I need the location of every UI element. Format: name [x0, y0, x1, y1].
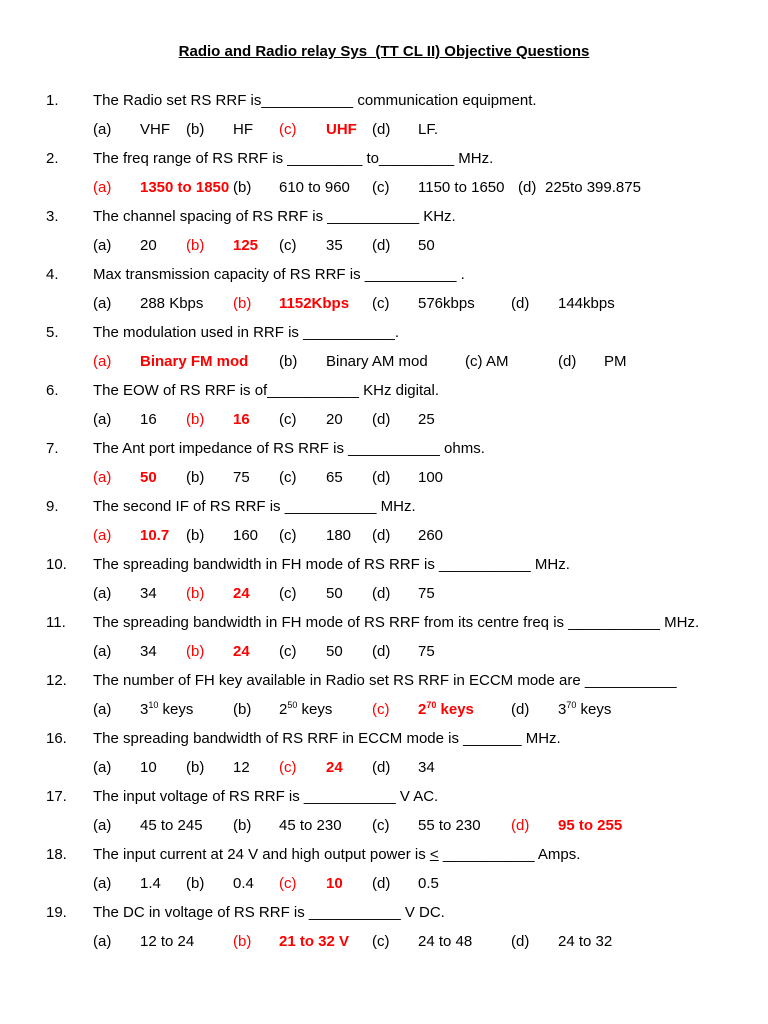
correct-answer: 1350 to 1850 [140, 179, 230, 196]
correct-answer: 24 [233, 643, 250, 660]
option-value: 20 [326, 411, 343, 428]
question-number: 1. [46, 92, 59, 109]
option-base: 3 [558, 701, 567, 718]
option-label: (a) [93, 411, 112, 428]
question-number: 11. [46, 614, 66, 631]
option-label: (c) [279, 411, 297, 428]
correct-answer: Binary FM mod [140, 353, 249, 370]
correct-answer: 16 [233, 411, 250, 428]
option-label: (d) [511, 933, 530, 950]
question-text: The spreading bandwidth of RS RRF in ECCM mode is _______ MHz. [93, 730, 561, 747]
option-label: (d) [372, 585, 391, 602]
question-text: The channel spacing of RS RRF is ___________ KHz. [93, 208, 456, 225]
option-value: 0.4 [233, 875, 254, 892]
option-label: (b) [233, 179, 252, 196]
question-number: 4. [46, 266, 59, 283]
option-label: (b) [186, 527, 205, 544]
option-label: (b) [279, 353, 298, 370]
option-label: (c) [279, 759, 297, 776]
option-label: (c) [372, 817, 390, 834]
option-label: (b) [233, 295, 252, 312]
option-label: (a) [93, 643, 112, 660]
option-label: (a) [93, 469, 112, 486]
option-label: (d) [372, 237, 391, 254]
option-value: 75 [233, 469, 250, 486]
option-label: (a) [93, 585, 112, 602]
correct-answer: UHF [326, 121, 357, 138]
option-value: 0.5 [418, 875, 439, 892]
question-text: The freq range of RS RRF is _________ to_________ MHz. [93, 150, 494, 167]
option-suffix: keys [436, 701, 474, 718]
option-value: Binary AM mod [326, 353, 428, 370]
option-value: 34 [418, 759, 435, 776]
option-value: 180 [326, 527, 352, 544]
question-text: The number of FH key available in Radio set RS RRF in ECCM mode are ___________ [93, 672, 677, 689]
option-label: (c) [372, 701, 390, 718]
question-number: 7. [46, 440, 59, 457]
question-text: The spreading bandwidth in FH mode of RS RRF is ___________ MHz. [93, 556, 570, 573]
option-value: 50 [326, 643, 343, 660]
option-label: (d) [372, 527, 391, 544]
option-value: AM [486, 353, 509, 370]
option-label: (d) [372, 411, 391, 428]
option-base: 2 [418, 701, 427, 718]
option-label: (c) [465, 353, 483, 370]
correct-answer: 1152Kbps [279, 295, 350, 312]
option-label: (b) [186, 875, 205, 892]
question-number: 10. [46, 556, 67, 573]
question-text: The input voltage of RS RRF is ___________ V AC. [93, 788, 439, 805]
question-number: 18. [46, 846, 67, 863]
option-value: 50 [418, 237, 435, 254]
option-exponent: 50 [287, 700, 298, 710]
option-label: (b) [186, 237, 205, 254]
option-label: (c) [372, 933, 390, 950]
correct-answer: 95 to 255 [558, 817, 623, 834]
question-number: 5. [46, 324, 59, 341]
option-label: (d) [372, 469, 391, 486]
option-suffix: keys [297, 701, 333, 718]
option-value: 35 [326, 237, 343, 254]
option-exponent: 70 [426, 700, 437, 710]
option-label: (d) [372, 875, 391, 892]
option-value: LF. [418, 121, 439, 138]
option-label: (a) [93, 875, 112, 892]
option-label: (a) [93, 759, 112, 776]
option-label: (b) [186, 121, 205, 138]
option-exponent: 70 [566, 700, 577, 710]
option-value: 34 [140, 585, 157, 602]
option-label: (d) [372, 643, 391, 660]
option-label: (c) [279, 875, 297, 892]
option-label: (d) [372, 759, 391, 776]
option-value: 260 [418, 527, 444, 544]
option-value: 1.4 [140, 875, 161, 892]
option-value: 100 [418, 469, 444, 486]
less-than-or-equal-symbol: < [429, 846, 439, 863]
option-value [279, 701, 332, 718]
option-value: 45 to 230 [279, 817, 342, 834]
option-label: (c) [279, 121, 297, 138]
question-text: The Ant port impedance of RS RRF is ___________ ohms. [93, 440, 485, 457]
option-base: 2 [279, 701, 288, 718]
option-label: (b) [233, 701, 252, 718]
question-text [93, 846, 580, 863]
option-value: 65 [326, 469, 343, 486]
option-value: 16 [140, 411, 157, 428]
option-value: 1150 to 1650 [418, 179, 505, 196]
correct-answer: 50 [140, 469, 157, 486]
option-suffix: keys [576, 701, 612, 718]
correct-answer: 24 [233, 585, 250, 602]
option-label: (a) [93, 179, 112, 196]
question-text: The spreading bandwidth in FH mode of RS RRF from its centre freq is ___________ MHz. [93, 614, 700, 631]
question-text: The second IF of RS RRF is ___________ MHz. [93, 498, 416, 515]
question-text-before: The input current at 24 V and high output power is [93, 846, 430, 863]
page-title: Radio and Radio relay Sys (TT CL II) Objective Questions [178, 43, 590, 60]
option-value: 610 to 960 [279, 179, 350, 196]
option-value: 20 [140, 237, 157, 254]
option-value: 75 [418, 643, 435, 660]
option-value: 34 [140, 643, 157, 660]
option-label: (d) [511, 701, 530, 718]
option-value: 24 to 48 [418, 933, 473, 950]
question-number: 2. [46, 150, 59, 167]
question-text: The EOW of RS RRF is of___________ KHz digital. [93, 382, 439, 399]
correct-answer: 125 [233, 237, 259, 254]
option-label: (d) [558, 353, 577, 370]
option-value: 12 [233, 759, 250, 776]
option-value: 50 [326, 585, 343, 602]
option-label: (b) [186, 585, 205, 602]
option-label: (c) [372, 179, 390, 196]
question-number: 19. [46, 904, 67, 921]
question-text-after: ___________ Amps. [438, 846, 581, 863]
option-value: 75 [418, 585, 435, 602]
question-number: 3. [46, 208, 59, 225]
option-label: (d) [518, 179, 537, 196]
correct-answer: 10.7 [140, 527, 170, 544]
option-value: 24 to 32 [558, 933, 613, 950]
option-value: 288 Kbps [140, 295, 204, 312]
correct-answer: 10 [326, 875, 343, 892]
question-number: 6. [46, 382, 59, 399]
option-label: (d) [511, 817, 530, 834]
option-value: 576kbps [418, 295, 475, 312]
option-label: (a) [93, 527, 112, 544]
question-text: The Radio set RS RRF is___________ communication equipment. [93, 92, 537, 109]
option-label: (a) [93, 237, 112, 254]
question-text: The DC in voltage of RS RRF is ___________ V DC. [93, 904, 445, 921]
option-exponent: 10 [148, 700, 159, 710]
option-label: (b) [186, 643, 205, 660]
option-label: (c) [372, 295, 390, 312]
option-label: (b) [233, 817, 252, 834]
option-label: (b) [186, 759, 205, 776]
option-value: PM [604, 353, 627, 370]
option-label: (c) [279, 527, 297, 544]
option-value: 12 to 24 [140, 933, 195, 950]
option-label: (d) [372, 121, 391, 138]
option-label: (b) [186, 411, 205, 428]
option-label: (c) [279, 237, 297, 254]
option-label: (b) [233, 933, 252, 950]
option-value: HF [233, 121, 253, 138]
option-suffix: keys [158, 701, 194, 718]
option-label: (a) [93, 121, 112, 138]
option-value: 144kbps [558, 295, 615, 312]
question-number: 12. [46, 672, 67, 689]
option-label: (b) [186, 469, 205, 486]
option-value: 45 to 245 [140, 817, 203, 834]
option-value: 55 to 230 [418, 817, 481, 834]
correct-answer: 21 to 32 V [279, 933, 350, 950]
option-label: (a) [93, 817, 112, 834]
option-base: 3 [140, 701, 149, 718]
option-label: (c) [279, 585, 297, 602]
option-value: 225to 399.875 [545, 179, 641, 196]
option-label: (a) [93, 353, 112, 370]
option-value: 160 [233, 527, 259, 544]
option-value [140, 701, 193, 718]
option-label: (a) [93, 701, 112, 718]
question-text: Max transmission capacity of RS RRF is ___________ . [93, 266, 465, 283]
option-label: (c) [279, 643, 297, 660]
question-number: 16. [46, 730, 67, 747]
option-value: 10 [140, 759, 157, 776]
question-number: 17. [46, 788, 67, 805]
option-value: 25 [418, 411, 435, 428]
option-value: VHF [140, 121, 170, 138]
correct-answer: 24 [326, 759, 343, 776]
correct-answer [418, 701, 474, 718]
option-label: (c) [279, 469, 297, 486]
option-label: (a) [93, 295, 112, 312]
option-label: (d) [511, 295, 530, 312]
question-text: The modulation used in RRF is ___________. [93, 324, 400, 341]
question-number: 9. [46, 498, 59, 515]
option-value [558, 701, 611, 718]
option-label: (a) [93, 933, 112, 950]
